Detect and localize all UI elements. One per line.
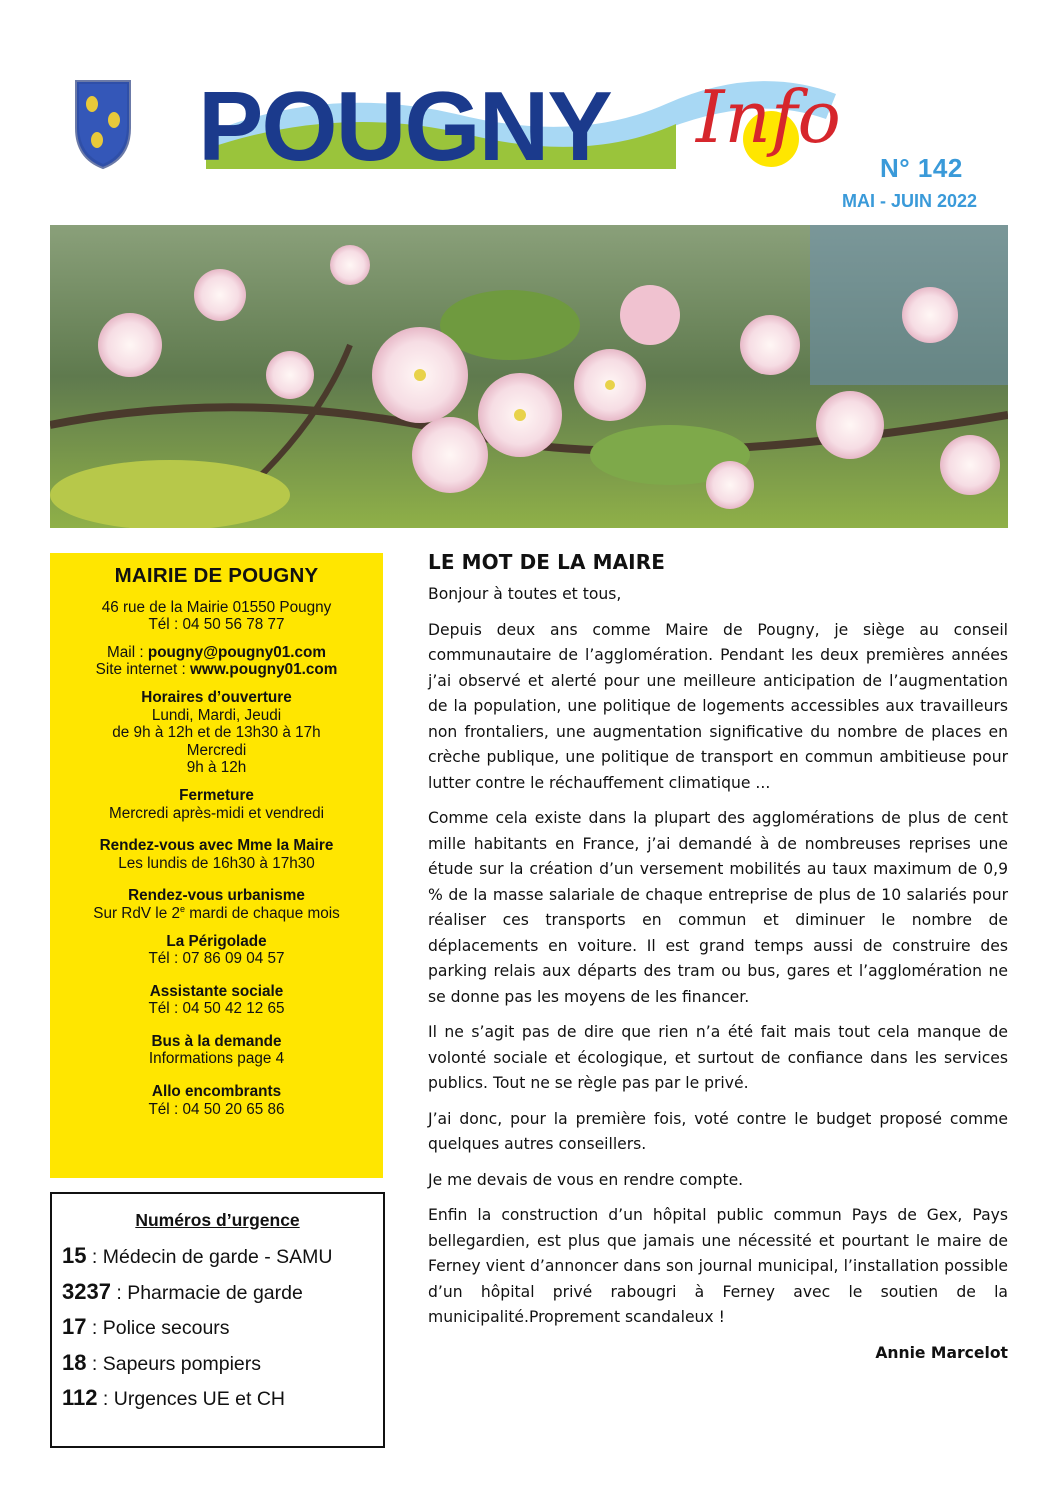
site-link[interactable]: www.pougny01.com bbox=[190, 661, 338, 679]
urgence-title: Numéros d’urgence bbox=[135, 1210, 300, 1230]
bus-text: Informations page 4 bbox=[148, 1050, 285, 1068]
mairie-info-box bbox=[50, 553, 383, 1178]
perigolade-title: La Périgolade bbox=[166, 932, 267, 950]
bus-title: Bus à la demande bbox=[151, 1032, 282, 1050]
issue-date: MAI - JUIN 2022 bbox=[842, 191, 978, 211]
urgence-item: 112 : Urgences UE et CH bbox=[62, 1385, 285, 1410]
urgence-item: 17 : Police secours bbox=[62, 1314, 230, 1339]
mail-label: Mail : bbox=[107, 643, 148, 661]
article-paragraph: Enfin la construction d’un hôpital public commun Pays de Gex, Pays bellegardien, est plus que jamais une nécessité et pourtant le maire de Ferney vient d’annoncer dans son journal municipal, l’installation possible d’un hôpital privé rabougri à Ferney avec le soutien de la municipalité.Proprement scandaleux ! bbox=[428, 1206, 1008, 1326]
masthead-logo bbox=[196, 64, 886, 179]
rdv-text: Les lundis de 16h30 à 17h30 bbox=[118, 854, 315, 872]
masthead-subtitle: Info bbox=[696, 75, 841, 159]
mot-de-la-maire-article bbox=[428, 548, 1008, 1376]
social-tel: Tél : 04 50 42 12 65 bbox=[148, 1000, 285, 1018]
encombrants-tel: Tél : 04 50 20 65 86 bbox=[148, 1100, 285, 1118]
article-paragraph: Je me devais de vous en rendre compte. bbox=[428, 1170, 744, 1189]
rdv-title: Rendez-vous avec Mme la Maire bbox=[99, 837, 334, 855]
mail-link[interactable]: pougny@pougny01.com bbox=[147, 643, 326, 661]
urgence-item: 3237 : Pharmacie de garde bbox=[62, 1278, 303, 1304]
apple-blossom-photo bbox=[50, 225, 1008, 528]
urbanisme-title: Rendez-vous urbanisme bbox=[128, 887, 305, 905]
perigolade-tel: Tél : 07 86 09 04 57 bbox=[148, 950, 285, 968]
urgence-item: 15 : Médecin de garde - SAMU bbox=[62, 1243, 333, 1268]
social-title: Assistante sociale bbox=[149, 982, 284, 1000]
article-title: LE MOT DE LA MAIRE bbox=[428, 550, 665, 574]
hours-title: Horaires d’ouverture bbox=[141, 688, 292, 706]
article-signature: Annie Marcelot bbox=[875, 1343, 1008, 1362]
closed-text: Mercredi après-midi et vendredi bbox=[108, 804, 325, 822]
hours-days: Lundi, Mardi, Jeudi bbox=[151, 706, 282, 724]
urbanisme-text: Sur RdV le 2e mardi de chaque mois bbox=[93, 903, 340, 922]
article-paragraph: Depuis deux ans comme Maire de Pougny, je siège au conseil communautaire de l’agglomération. Pendant les deux premières années j’ai observé et alerté pour une meilleure anticipation de l’augmentation de la population, une politique de logements accessibles aux travailleurs non frontaliers, une augmentation significative du nombre de places en crèche publique, une politique de transport en commun ambitieuse pour lutter contre le réchauffement climatique ... bbox=[428, 620, 1008, 792]
mairie-tel: Tél : 04 50 56 78 77 bbox=[148, 616, 285, 634]
article-paragraph: Comme cela existe dans la plupart des agglomérations de plus de cent mille habitants en France, j’ai demandé à de nombreuses reprises une étude sur la création d’un versement mobilités au taux maximum de 0,9 % de la masse salariale de chaque entreprise de plus de 10 salariés pour réaliser ces transports en commun et diminuer le nombre de déplacements en voiture. Il est grand temps aussi de construire des parking relais aux départs des tram ou bus, gares et l’agglomération ne se donne pas les moyens de les financer. bbox=[428, 809, 1008, 1006]
hours-wednesday: Mercredi bbox=[186, 741, 247, 759]
urgence-box bbox=[50, 1192, 385, 1448]
article-paragraph: Bonjour à toutes et tous, bbox=[428, 585, 622, 603]
article-paragraph: J’ai donc, pour la première fois, voté contre le budget proposé comme quelques autres conseillers. bbox=[428, 1109, 1008, 1153]
mairie-title: MAIRIE DE POUGNY bbox=[114, 564, 319, 587]
site-label: Site internet : bbox=[95, 661, 191, 679]
coat-of-arms-icon bbox=[73, 78, 133, 170]
article-paragraph: Il ne s’agit pas de dire que rien n’a été fait mais tout cela manque de volonté sociale et écologique, et surtout de confiance dans les services publics. Tout ne se règle pas par le privé. bbox=[428, 1023, 1008, 1092]
encombrants-title: Allo encombrants bbox=[151, 1083, 282, 1101]
issue-number: N° 142 bbox=[880, 153, 963, 183]
urgence-item: 18 : Sapeurs pompiers bbox=[62, 1349, 261, 1375]
mairie-address: 46 rue de la Mairie 01550 Pougny bbox=[101, 598, 332, 616]
closed-title: Fermeture bbox=[179, 786, 254, 804]
masthead-title: POUGNY bbox=[198, 71, 611, 179]
hours-wednesday-time: 9h à 12h bbox=[186, 759, 247, 777]
hours-times: de 9h à 12h et de 13h30 à 17h bbox=[112, 724, 321, 742]
